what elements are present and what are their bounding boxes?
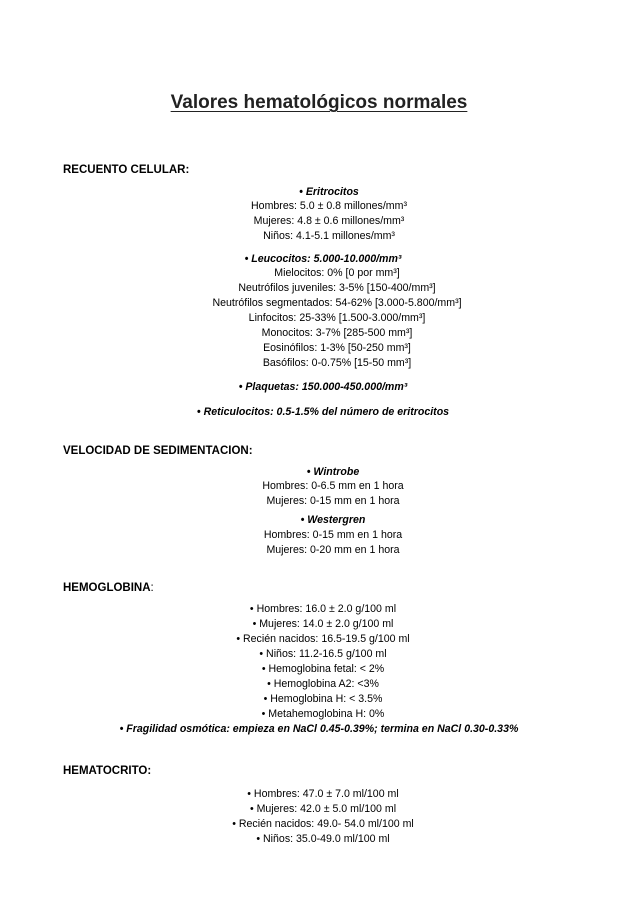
list-item: Niños: 4.1-5.1 millones/mm³ bbox=[263, 230, 395, 242]
list-item: • Hombres: 47.0 ± 7.0 ml/100 ml bbox=[247, 788, 399, 800]
plaquetas-item: • Plaquetas: 150.000-450.000/mm³ bbox=[238, 381, 408, 393]
leucocitos-heading: • Leucocitos: 5.000-10.000/mm³ bbox=[244, 253, 402, 265]
list-item: Basófilos: 0-0.75% [15-50 mm³] bbox=[262, 357, 412, 369]
section-heading-hemoglobina bbox=[63, 582, 154, 594]
list-item: Hombres: 0-15 mm en 1 hora bbox=[263, 529, 403, 541]
list-item: Eosinófilos: 1-3% [50-250 mm³] bbox=[263, 342, 411, 354]
list-item: • Metahemoglobina H: 0% bbox=[261, 708, 385, 720]
list-item: • Hemoglobina fetal: < 2% bbox=[261, 663, 385, 675]
section-heading-hematocrito: HEMATOCRITO: bbox=[63, 765, 152, 777]
list-item: • Hemoglobina H: < 3.5% bbox=[263, 693, 383, 705]
list-item: • Mujeres: 14.0 ± 2.0 g/100 ml bbox=[252, 618, 394, 630]
list-item: Neutrófilos juveniles: 3-5% [150-400/mm³] bbox=[238, 282, 436, 294]
list-item: • Hombres: 16.0 ± 2.0 g/100 ml bbox=[249, 603, 397, 615]
page-title-text: Valores hematológicos normales bbox=[170, 92, 468, 113]
list-item: Linfocitos: 25-33% [1.500-3.000/mm³] bbox=[248, 312, 426, 324]
list-item: Mujeres: 0-20 mm en 1 hora bbox=[266, 544, 400, 556]
list-item: • Recién nacidos: 16.5-19.5 g/100 ml bbox=[236, 633, 410, 645]
list-item: Mielocitos: 0% [0 por mm³] bbox=[274, 267, 400, 279]
page-title bbox=[0, 92, 638, 114]
list-item: • Mujeres: 42.0 ± 5.0 ml/100 ml bbox=[249, 803, 397, 815]
list-item: Monocitos: 3-7% [285-500 mm³] bbox=[261, 327, 413, 339]
fragilidad-item: • Fragilidad osmótica: empieza en NaCl 0.45-0.39%; termina en NaCl 0.30-0.33% bbox=[119, 723, 519, 735]
westergren-heading: • Westergren bbox=[300, 514, 366, 526]
eritrocitos-heading: • Eritrocitos bbox=[299, 186, 359, 198]
list-item: • Niños: 35.0-49.0 ml/100 ml bbox=[256, 833, 390, 845]
list-item: • Recién nacidos: 49.0- 54.0 ml/100 ml bbox=[232, 818, 414, 830]
wintrobe-heading: • Wintrobe bbox=[306, 466, 360, 478]
list-item: Neutrófilos segmentados: 54-62% [3.000-5.800/mm³] bbox=[212, 297, 462, 309]
list-item: Hombres: 5.0 ± 0.8 millones/mm³ bbox=[251, 200, 407, 212]
list-item: Hombres: 0-6.5 mm en 1 hora bbox=[262, 480, 404, 492]
list-item: • Niños: 11.2-16.5 g/100 ml bbox=[259, 648, 387, 660]
section-heading-hemoglobina-text: HEMOGLOBINA bbox=[63, 582, 151, 594]
reticulocitos-item: • Reticulocitos: 0.5-1.5% del número de eritrocitos bbox=[196, 406, 450, 418]
section-heading-hemoglobina-colon: : bbox=[150, 582, 154, 594]
list-item: Mujeres: 0-15 mm en 1 hora bbox=[266, 495, 400, 507]
list-item: • Hemoglobina A2: <3% bbox=[267, 678, 379, 690]
section-heading-recuento: RECUENTO CELULAR: bbox=[63, 164, 190, 176]
section-heading-velocidad: VELOCIDAD DE SEDIMENTACION: bbox=[63, 445, 253, 457]
list-item: Mujeres: 4.8 ± 0.6 millones/mm³ bbox=[253, 215, 405, 227]
